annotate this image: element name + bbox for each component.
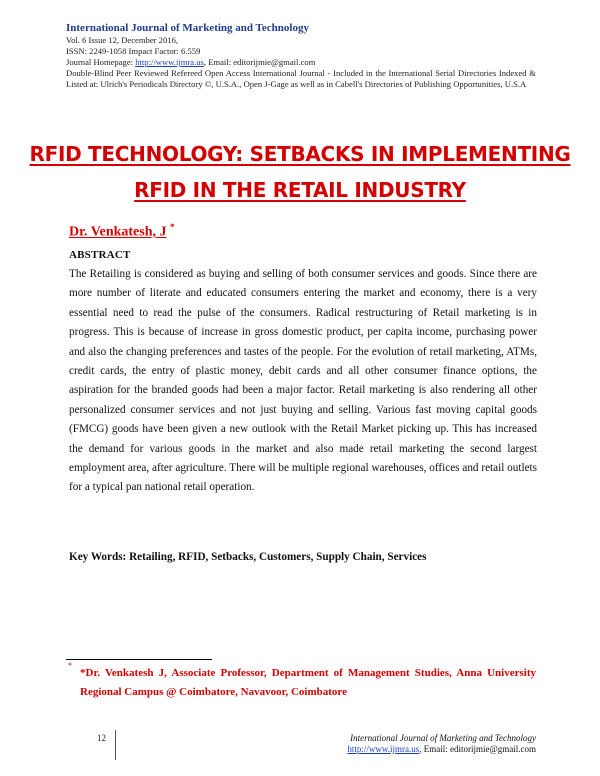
footer-journal-name: International Journal of Marketing and Technology	[350, 733, 536, 743]
indexing-statement: Double-Blind Peer Reviewed Refereed Open Access International Journal - Included in the International Serial Directories Indexed & Listed at: Ulrich's Periodicals Directory ©, U.S.A., Open J-Gage as well as in Cabell's Directories of Publishing Opportunities, U.S.A	[66, 68, 536, 89]
paper-title	[0, 136, 600, 208]
journal-name: International Journal of Marketing and Technology	[66, 22, 309, 34]
footer-url-link[interactable]: http://www.ijmra.us	[347, 744, 420, 754]
footer-contact	[347, 744, 536, 754]
author-footnote-mark: *	[170, 222, 175, 232]
footnote-divider	[66, 659, 212, 660]
homepage-link[interactable]: http://www.ijmra.us	[135, 57, 204, 67]
homepage-line	[66, 57, 536, 68]
footnote-text: *Dr. Venkatesh J, Associate Professor, Department of Management Studies, Anna University Regional Campus @ Coimbatore, Navavoor, Coimbatore	[80, 667, 536, 698]
homepage-email: , Email: editorijmie@gmail.com	[203, 57, 316, 67]
abstract-body: The Retailing is considered as buying and selling of both consumer services and goods. Since there are more number of literate and educated consumers entering the market and economy, there is a very essential need to read the pulse of the consumers. Radical restructuring of Retail marketing is in progress. This is because of increase in gross domestic product, per capita income, purchasing power and also the changing preferences and tastes of the people. For the evolution of retail marketing, ATMs, credit cards, the entry of plastic money, debit cards and all other consumer finance options, the aspiration for the branded goods had been a major factor. Retail marketing is also rendering all other personalized consumer services and not just buying and selling. Various fast moving capital goods (FMCG) goods have been given a new outlook with the Retail Market picking up. This has increased the demand for various goods in the market and also made retail marketing the second largest employment area, after agriculture. There will be multiple regional warehouses, offices and retail outlets for a typical pan national retail operation.	[69, 268, 537, 494]
volume-line: Vol. 6 Issue 12, December 2016,	[66, 35, 179, 45]
title-line-2: RFID IN THE RETAIL INDUSTRY	[134, 178, 466, 202]
keywords: Key Words: Retailing, RFID, Setbacks, Customers, Supply Chain, Services	[69, 551, 427, 563]
homepage-label: Journal Homepage:	[66, 57, 136, 67]
issn-line: ISSN: 2249-1058 Impact Factor: 6.559	[66, 46, 201, 56]
footer-divider	[115, 730, 116, 760]
author-name: Dr. Venkatesh, J	[69, 224, 167, 240]
page-number: 12	[97, 733, 106, 743]
title-line-1: RFID TECHNOLOGY: SETBACKS IN IMPLEMENTING	[29, 142, 571, 166]
footer-email: , Email: editorijmie@gmail.com	[419, 744, 536, 754]
author-line	[69, 222, 175, 241]
abstract-heading: ABSTRACT	[69, 249, 131, 261]
footnote-mark: *	[68, 661, 72, 670]
